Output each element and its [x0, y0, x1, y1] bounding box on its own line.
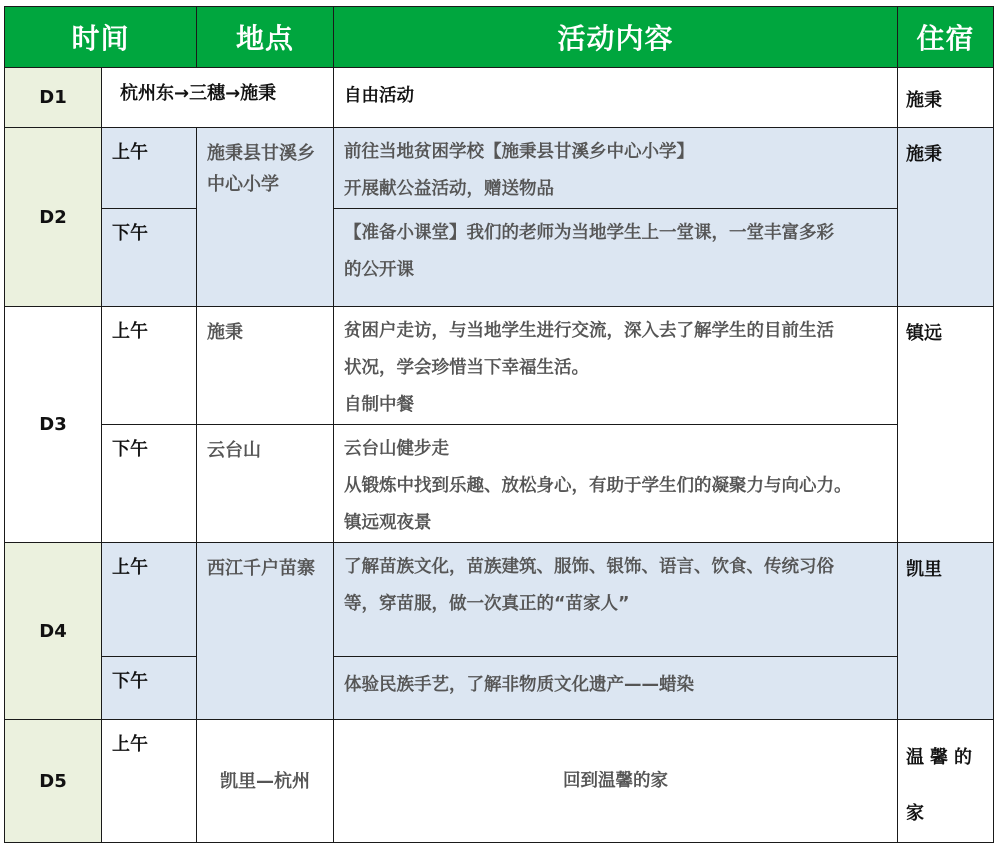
- d3-stay: 镇远: [898, 307, 994, 543]
- d3-am-line2: 状况，学会珍惜当下幸福生活。: [344, 358, 590, 378]
- d4-place: 西江千户苗寨: [197, 543, 334, 720]
- itinerary-table: [4, 6, 994, 843]
- d2-am-line1: 前往当地贫困学校【施秉县甘溪乡中心小学】: [344, 142, 695, 162]
- day-d3: [5, 307, 102, 543]
- d5-activity: 回到温馨的家: [334, 720, 898, 843]
- day-d5: D5: [5, 720, 102, 843]
- header-time: 时间: [5, 7, 197, 68]
- day-d3-label: D3: [39, 414, 67, 435]
- header-stay: 住宿: [898, 7, 994, 68]
- d2-stay: 施秉: [898, 128, 994, 307]
- row-d1: [5, 68, 994, 128]
- row-d5: [5, 720, 994, 843]
- d3-pm-slot: 下午: [102, 425, 197, 543]
- row-d4-pm: [5, 657, 994, 720]
- d2-place: [197, 128, 334, 307]
- d1-place: 杭州东→三穗→施秉: [102, 68, 334, 128]
- d3-am-activity: [334, 307, 898, 425]
- d3-pm-line3: 镇远观夜景: [344, 513, 432, 533]
- d4-am-line2: 等，穿苗服，做一次真正的“苗家人”: [344, 594, 630, 614]
- row-d3-pm: [5, 425, 994, 543]
- d2-place-line1: 施秉县甘溪乡: [207, 143, 316, 164]
- row-d4-am: [5, 543, 994, 657]
- row-d3-am: [5, 307, 994, 425]
- d2-pm-activity: [334, 209, 898, 307]
- row-d2-am: [5, 128, 994, 209]
- d4-pm-activity: 体验民族手艺，了解非物质文化遗产——蜡染: [334, 657, 898, 720]
- d1-stay: 施秉: [898, 68, 994, 128]
- day-d1: D1: [5, 68, 102, 128]
- d2-am-line2: 开展献公益活动，赠送物品: [344, 179, 555, 199]
- d4-stay: 凯里: [898, 543, 994, 720]
- d3-am-line1: 贫困户走访，与当地学生进行交流，深入去了解学生的目前生活: [344, 321, 835, 341]
- d3-am-place: 施秉: [197, 307, 334, 425]
- d2-am-slot: 上午: [102, 128, 197, 209]
- d2-am-activity: [334, 128, 898, 209]
- d3-pm-line2: 从锻炼中找到乐趣、放松身心，有助于学生们的凝聚力与向心力。: [344, 476, 852, 496]
- header-activity: 活动内容: [334, 7, 898, 68]
- d4-am-activity: [334, 543, 898, 657]
- d5-stay-line2: 家: [906, 803, 931, 824]
- d5-stay-line1: 温馨的: [906, 747, 979, 768]
- d2-pm-line1: 【准备小课堂】我们的老师为当地学生上一堂课，一堂丰富多彩: [344, 223, 835, 243]
- d4-am-slot: 上午: [102, 543, 197, 657]
- d3-pm-activity: [334, 425, 898, 543]
- d3-pm-line1: 云台山健步走: [344, 439, 450, 459]
- d2-pm-line2: 的公开课: [344, 260, 415, 280]
- day-d2: D2: [5, 128, 102, 307]
- d4-am-line1: 了解苗族文化，苗族建筑、服饰、银饰、语言、饮食、传统习俗: [344, 557, 835, 577]
- d5-place: 凯里—杭州: [197, 720, 334, 843]
- header-row: [5, 7, 994, 68]
- header-place: 地点: [197, 7, 334, 68]
- day-d4: D4: [5, 543, 102, 720]
- d4-pm-slot: 下午: [102, 657, 197, 720]
- row-d2-pm: [5, 209, 994, 307]
- d3-am-line3: 自制中餐: [344, 395, 415, 415]
- d2-pm-slot: 下午: [102, 209, 197, 307]
- d1-activity: 自由活动: [334, 68, 898, 128]
- d2-place-line2: 中心小学: [207, 174, 280, 195]
- d5-stay: [898, 720, 994, 843]
- d5-am-slot: 上午: [102, 720, 197, 843]
- d3-am-slot: 上午: [102, 307, 197, 425]
- d3-pm-place: 云台山: [197, 425, 334, 543]
